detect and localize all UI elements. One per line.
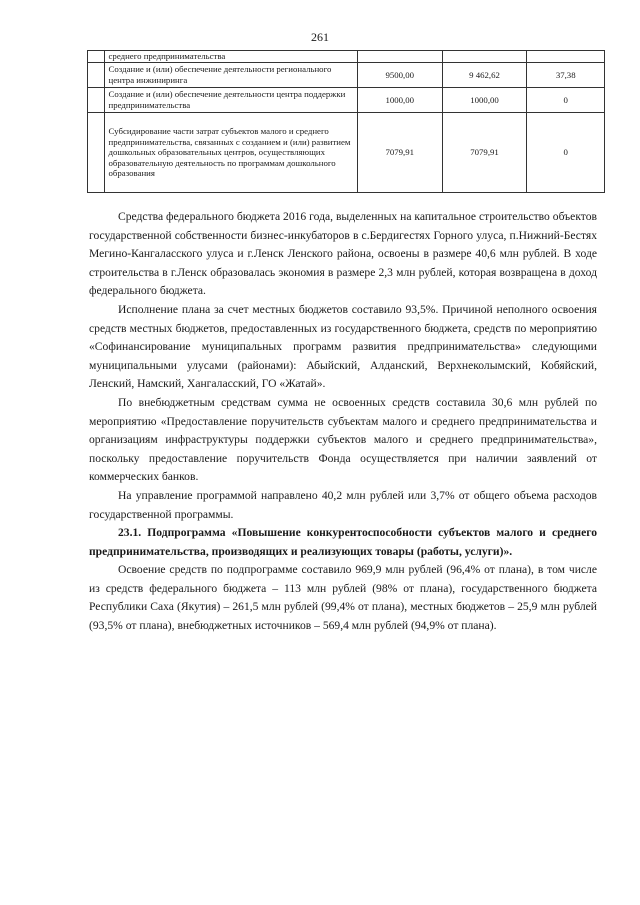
table-cell-blank	[88, 51, 105, 63]
paragraph-program-management: На управление программой направлено 40,2 млн рублей или 3,7% от общего объема расходов государственной программы.	[89, 488, 597, 521]
table-row	[88, 63, 605, 88]
table-cell-remainder: 37,38	[527, 63, 605, 88]
table-cell-name: Субсидирование части затрат субъектов малого и среднего предпринимательства, связанных с созданием и (или) развитием дошкольных образовательных центров, осуществляющих образовательную деятельность по программам дошкольного образования	[104, 113, 357, 193]
table-cell-actual	[442, 51, 527, 63]
table-cell-actual: 1000,00	[442, 88, 527, 113]
table-cell-remainder	[527, 51, 605, 63]
table-cell-actual: 9 462,62	[442, 63, 527, 88]
table-cell-actual: 7079,91	[442, 113, 527, 193]
table-row	[88, 88, 605, 113]
table-cell-name: Создание и (или) обеспечение деятельности центра поддержки предпринимательства	[104, 88, 357, 113]
table-row	[88, 113, 605, 193]
table-cell-blank	[88, 63, 105, 88]
table-cell-blank	[88, 88, 105, 113]
table-cell-planned	[357, 51, 442, 63]
table-cell-blank	[88, 113, 105, 193]
table-cell-planned: 1000,00	[357, 88, 442, 113]
page-number: 261	[311, 30, 329, 44]
paragraph-federal-budget: Средства федерального бюджета 2016 года, выделенных на капитальное строительство объектов государственной собственности бизнес-инкубаторов в с.Бердигестях Горного улуса, п.Нижний-Бестях Мегино-Кангаласского улуса и г.Ленск Ленского района, освоены в размере 40,6 млн рублей. В ходе строительства в г.Ленск образовалась экономия в размере 2,3 млн рублей, которая возвращена в доход федерального бюджета.	[89, 210, 597, 298]
table-cell-remainder: 0	[527, 113, 605, 193]
table-cell-planned: 7079,91	[357, 113, 442, 193]
table-cell-name: Создание и (или) обеспечение деятельности регионального центра инжиниринга	[104, 63, 357, 88]
paragraph-subprogram-funding: Освоение средств по подпрограмме составило 969,9 млн рублей (96,4% от плана), в том числе из средств федерального бюджета – 113 млн рублей (98% от плана), государственного бюджета Республики Саха (Якутия) – 261,5 млн рублей (99,4% от плана), местных бюджетов – 25,9 млн рублей (93,5% от плана), внебюджетных источников – 569,4 млн рублей (94,9% от плана).	[89, 563, 597, 633]
budget-table	[87, 50, 605, 193]
subprogram-heading: 23.1. Подпрограмма «Повышение конкурентоспособности субъектов малого и среднего предпринимательства, производящих и реализующих товары (работы, услуги)».	[89, 526, 597, 558]
paragraph-local-budgets: Исполнение плана за счет местных бюджетов составило 93,5%. Причиной неполного освоения средств местных бюджетов, предоставленных из государственного бюджета, средств по мероприятию «Софинансирование муниципальных программ развития предпринимательства» следующими муниципальными улусами (районами): Абыйский, Алданский, Верхнеколымский, Кобяйский, Ленский, Намский, Хангаласский, ГО «Жатай».	[89, 302, 597, 391]
table-cell-name: среднего предпринимательства	[104, 51, 357, 63]
paragraph-extrabudgetary: По внебюджетным средствам сумма не освоенных средств составила 30,6 млн рублей по мероприятию «Предоставление поручительств субъектам малого и среднего предпринимательства и организациям инфраструктуры поддержки субъектов малого и среднего предпринимательства», поскольку предоставление поручительств Фонда осуществляется при наличии заявлений от коммерческих банков.	[89, 395, 597, 484]
table-cell-remainder: 0	[527, 88, 605, 113]
table-row	[88, 51, 605, 63]
report-body	[89, 208, 597, 636]
table-cell-planned: 9500,00	[357, 63, 442, 88]
